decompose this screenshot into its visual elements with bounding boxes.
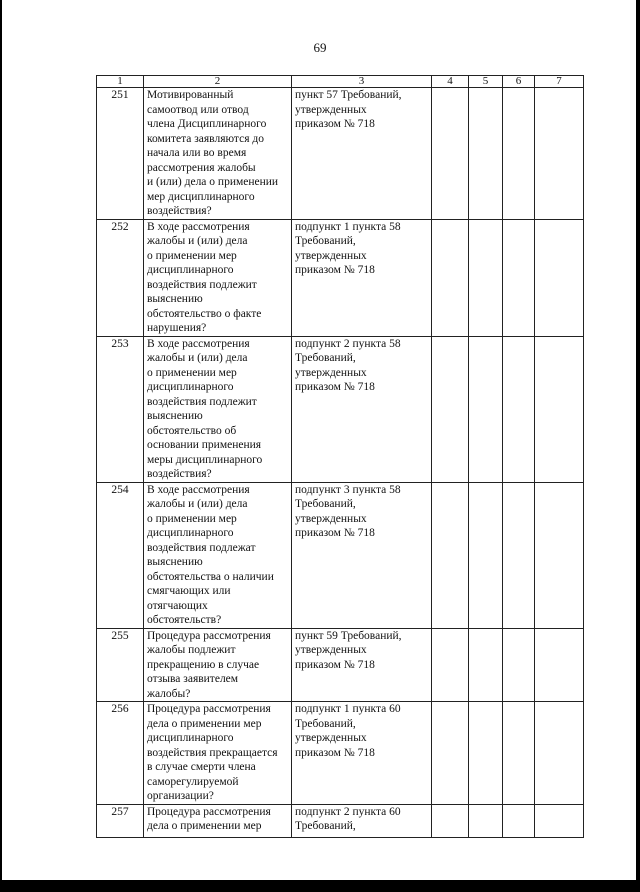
row-number: 253 — [97, 336, 144, 482]
question-line: дисциплинарного — [147, 381, 234, 393]
answer-cell-4 — [432, 88, 469, 220]
row-number: 255 — [97, 628, 144, 702]
row-number: 252 — [97, 219, 144, 336]
answer-cell-4 — [432, 336, 469, 482]
header-row — [97, 76, 584, 88]
answer-cell-6 — [503, 804, 535, 837]
reference-line: подпункт 2 пункта 58 — [295, 337, 401, 350]
question-line: воздействия? — [147, 205, 212, 217]
question-line: воздействия? — [147, 468, 212, 480]
answer-cell-6 — [503, 219, 535, 336]
question-line: саморегулируемой — [147, 775, 239, 788]
reference-line: пункт 57 Требований, — [295, 89, 402, 101]
reference-line: Требований, — [295, 498, 356, 510]
question-line: дисциплинарного — [147, 732, 234, 744]
question-line: рассмотрения жалобы — [147, 161, 256, 174]
answer-cell-6 — [503, 628, 535, 702]
table-row — [97, 219, 584, 336]
answer-cell-7 — [535, 336, 584, 482]
question-line: о применении мер — [147, 366, 237, 379]
reference-line: Требований, — [295, 352, 356, 364]
answer-cell-5 — [469, 336, 503, 482]
question-line: обстоятельства о наличии — [147, 570, 274, 583]
question-line: В ходе рассмотрения — [147, 337, 250, 350]
reference-cell — [292, 804, 432, 837]
reference-line: Требований, — [295, 717, 356, 730]
row-number: 257 — [97, 804, 144, 837]
question-line: мер дисциплинарного — [147, 190, 255, 203]
reference-line: подпункт 3 пункта 58 — [295, 483, 401, 496]
question-line: воздействия подлежит — [147, 395, 257, 408]
reference-line: утвержденных — [295, 366, 367, 379]
question-line: выяснению — [147, 293, 203, 305]
question-line: выяснению — [147, 556, 203, 568]
col-header-6: 6 — [503, 76, 535, 88]
scan-border-left — [0, 0, 2, 892]
question-line: Процедура рассмотрения — [147, 629, 271, 642]
question-line: смягчающих или — [147, 585, 231, 597]
question-line: дела о применении мер — [147, 717, 262, 730]
reference-line: пункт 59 Требований, — [295, 629, 402, 642]
reference-line: приказом № 718 — [295, 381, 375, 393]
answer-cell-4 — [432, 628, 469, 702]
answer-cell-7 — [535, 482, 584, 628]
question-line: воздействия подлежит — [147, 278, 257, 291]
question-line: члена Дисциплинарного — [147, 118, 267, 130]
question-line: отзыва заявителем — [147, 673, 239, 685]
reference-cell — [292, 336, 432, 482]
answer-cell-5 — [469, 482, 503, 628]
col-header-5: 5 — [469, 76, 503, 88]
question-line: воздействия подлежат — [147, 541, 256, 554]
question-line: обстоятельств? — [147, 614, 222, 626]
answer-cell-6 — [503, 88, 535, 220]
answer-cell-6 — [503, 702, 535, 805]
reference-line: утвержденных — [295, 644, 367, 656]
question-line: жалобы и (или) дела — [147, 235, 248, 247]
question-line: самоотвод или отвод — [147, 103, 249, 116]
question-cell — [144, 88, 292, 220]
answer-cell-7 — [535, 804, 584, 837]
reference-line: утвержденных — [295, 249, 367, 262]
answer-cell-6 — [503, 482, 535, 628]
reference-cell — [292, 219, 432, 336]
answer-cell-5 — [469, 804, 503, 837]
reference-line: приказом № 718 — [295, 746, 375, 759]
question-line: основании применения — [147, 439, 262, 451]
question-line: Мотивированный — [147, 89, 234, 101]
reference-line: приказом № 718 — [295, 658, 375, 671]
question-line: дела о применении мер — [147, 820, 262, 832]
answer-cell-7 — [535, 628, 584, 702]
answer-cell-7 — [535, 702, 584, 805]
question-line: организации? — [147, 790, 214, 802]
question-line: В ходе рассмотрения — [147, 220, 250, 233]
reference-line: подпункт 1 пункта 60 — [295, 703, 401, 715]
col-header-3: 3 — [292, 76, 432, 88]
question-line: отягчающих — [147, 599, 208, 612]
answer-cell-7 — [535, 88, 584, 220]
question-line: прекращению в случае — [147, 658, 260, 671]
answer-cell-5 — [469, 628, 503, 702]
reference-line: приказом № 718 — [295, 264, 375, 276]
table-row — [97, 88, 584, 220]
reference-line: утвержденных — [295, 732, 367, 744]
row-number: 251 — [97, 88, 144, 220]
question-line: воздействия прекращается — [147, 746, 278, 759]
answer-cell-5 — [469, 88, 503, 220]
reference-line: Требований, — [295, 820, 356, 832]
reference-line: Требований, — [295, 235, 356, 247]
question-line: дисциплинарного — [147, 264, 234, 276]
scan-border-right — [636, 0, 640, 892]
reference-line: приказом № 718 — [295, 118, 375, 130]
checklist-table — [96, 75, 584, 838]
question-line: в случае смерти члена — [147, 761, 256, 773]
question-cell — [144, 804, 292, 837]
question-cell — [144, 336, 292, 482]
answer-cell-6 — [503, 336, 535, 482]
answer-cell-4 — [432, 702, 469, 805]
answer-cell-4 — [432, 219, 469, 336]
table-row — [97, 482, 584, 628]
table-row — [97, 628, 584, 702]
question-line: нарушения? — [147, 322, 207, 334]
reference-cell — [292, 702, 432, 805]
reference-line: подпункт 2 пункта 60 — [295, 805, 401, 818]
reference-line: утвержденных — [295, 103, 367, 116]
question-line: выяснению — [147, 410, 203, 422]
table-row — [97, 804, 584, 837]
table-row — [97, 336, 584, 482]
answer-cell-4 — [432, 804, 469, 837]
reference-cell — [292, 482, 432, 628]
answer-cell-4 — [432, 482, 469, 628]
question-line: о применении мер — [147, 249, 237, 262]
question-line: Процедура рассмотрения — [147, 805, 271, 818]
answer-cell-5 — [469, 702, 503, 805]
question-line: обстоятельство о факте — [147, 307, 262, 320]
question-cell — [144, 702, 292, 805]
table-row — [97, 702, 584, 805]
question-cell — [144, 219, 292, 336]
answer-cell-7 — [535, 219, 584, 336]
question-line: комитета заявляются до — [147, 132, 264, 145]
question-cell — [144, 482, 292, 628]
question-line: о применении мер — [147, 512, 237, 525]
reference-line: подпункт 1 пункта 58 — [295, 220, 401, 233]
question-line: жалобы и (или) дела — [147, 498, 248, 510]
page-number: 69 — [313, 40, 327, 55]
reference-cell — [292, 628, 432, 702]
question-line: обстоятельство об — [147, 424, 237, 437]
reference-line: утвержденных — [295, 512, 367, 525]
col-header-4: 4 — [432, 76, 469, 88]
row-number: 254 — [97, 482, 144, 628]
reference-cell — [292, 88, 432, 220]
col-header-1: 1 — [97, 76, 144, 88]
question-line: дисциплинарного — [147, 527, 234, 539]
question-line: начала или во время — [147, 147, 247, 159]
answer-cell-5 — [469, 219, 503, 336]
col-header-2: 2 — [144, 76, 292, 88]
row-number: 256 — [97, 702, 144, 805]
reference-line: приказом № 718 — [295, 527, 375, 539]
col-header-7: 7 — [535, 76, 584, 88]
question-line: жалобы и (или) дела — [147, 352, 248, 364]
scan-border-bottom — [0, 880, 640, 892]
question-cell — [144, 628, 292, 702]
question-line: В ходе рассмотрения — [147, 483, 250, 496]
question-line: жалобы подлежит — [147, 644, 236, 656]
question-line: меры дисциплинарного — [147, 453, 263, 466]
question-line: жалобы? — [147, 687, 191, 700]
question-line: и (или) дела о применении — [147, 176, 279, 188]
question-line: Процедура рассмотрения — [147, 703, 271, 715]
